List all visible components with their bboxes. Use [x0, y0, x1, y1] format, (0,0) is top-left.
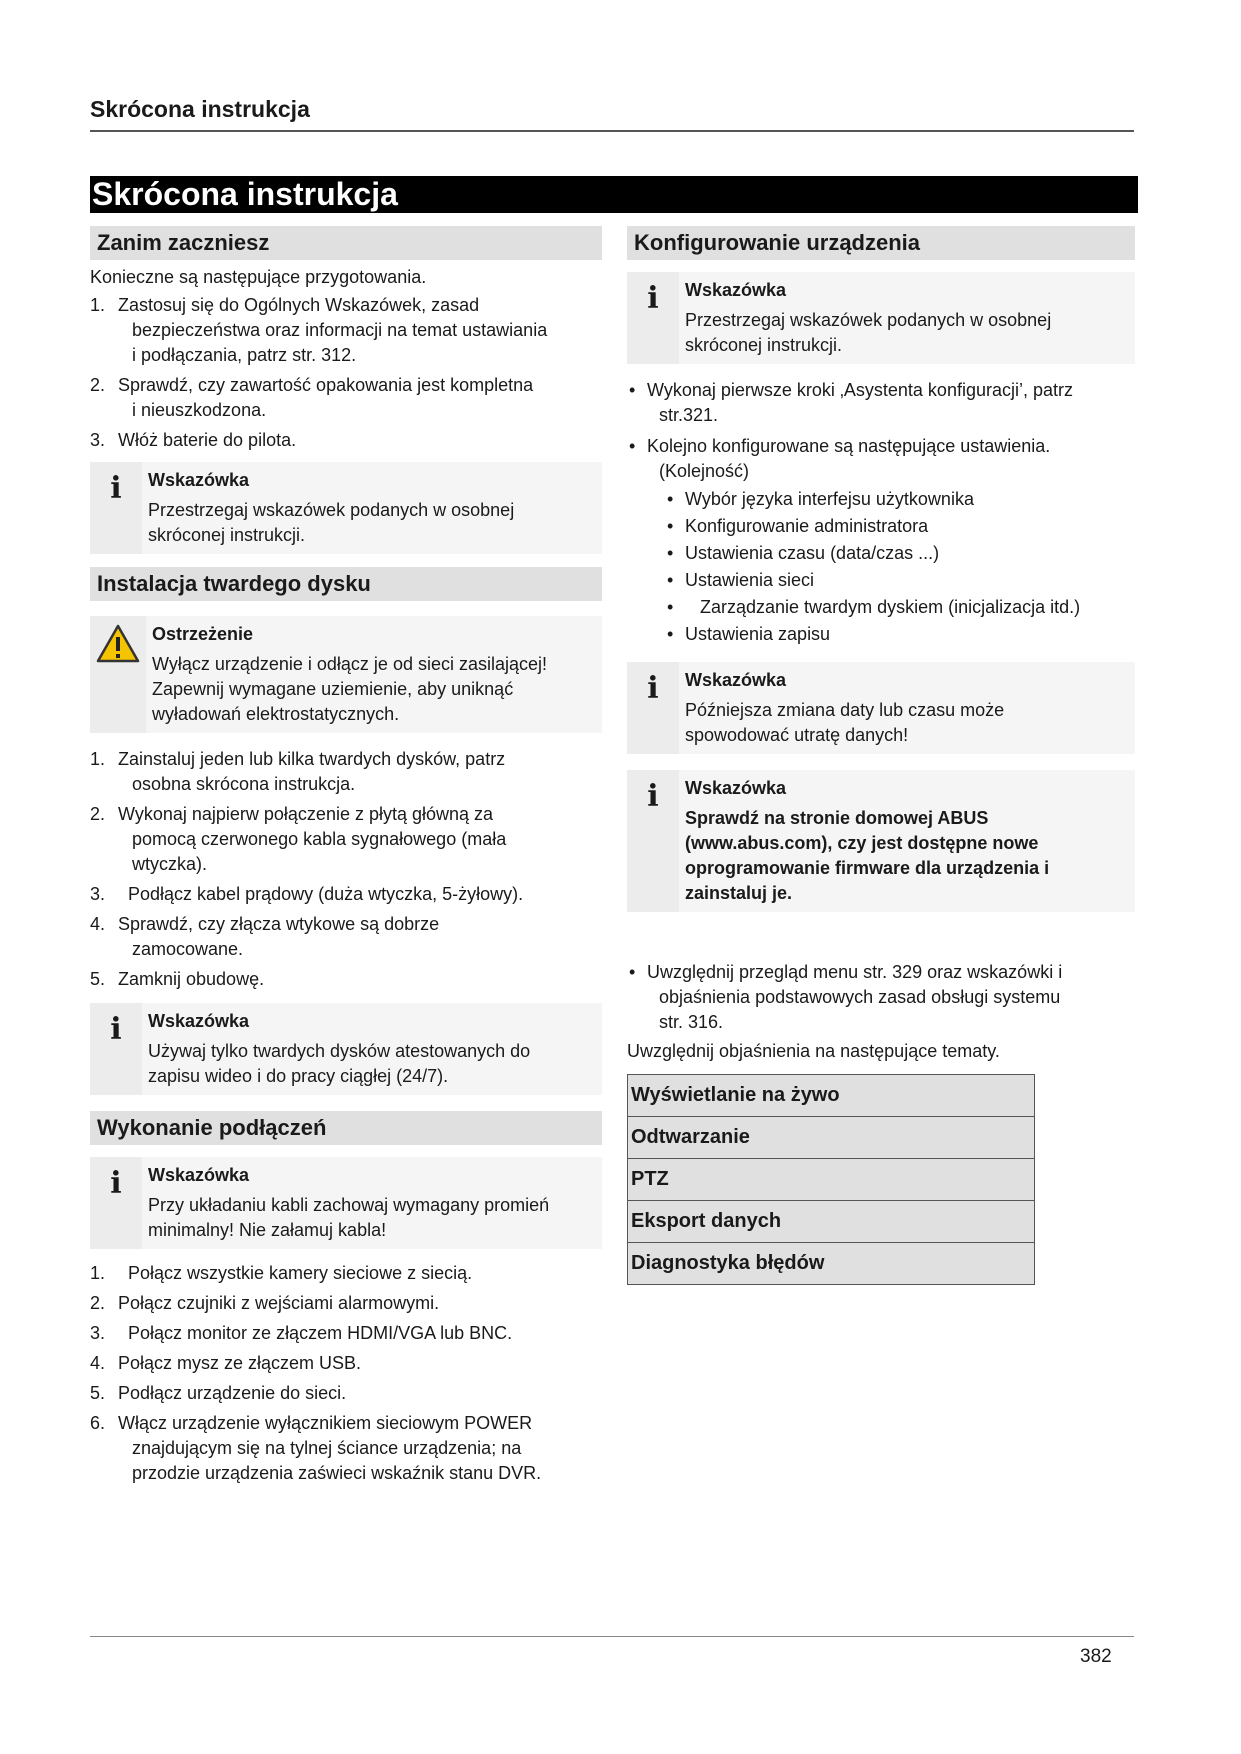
list-item: 1. Zastosuj się do Ogólnych Wskazówek, zasad bezpieczeństwa oraz informacji na temat ustawiania i podłączania, patrz str. 312.: [90, 295, 548, 365]
left-column: [90, 226, 602, 1486]
list-item: • Uwzględnij przegląd menu str. 329 oraz wskazówki i objaśnienia podstawowych zasad obsługi systemu str. 316.: [627, 960, 1135, 1035]
note-text: Przestrzegaj wskazówek podanych w osobnej: [685, 310, 1052, 330]
note-text: Używaj tylko twardych dysków atestowanych do: [148, 1041, 531, 1061]
sub-list-item: • Konfigurowanie administratora: [667, 513, 1135, 540]
note-title: Wskazówka: [685, 280, 787, 300]
page-number: 382: [1080, 1646, 1112, 1667]
section-heading-configuration: Konfigurowanie urządzenia: [627, 226, 1135, 260]
table-row: [628, 1243, 1035, 1285]
sub-list-item: • Wybór języka interfejsu użytkownika: [667, 486, 1135, 513]
topic-cell: PTZ: [628, 1159, 1035, 1201]
note-box: [90, 1157, 602, 1249]
topic-cell: Odtwarzanie: [628, 1117, 1035, 1159]
note-box: [90, 462, 602, 554]
list-item: • Wykonaj pierwsze kroki ‚Asystenta konfiguracji’, patrz str.321.: [627, 378, 1135, 428]
list-item: 3. Podłącz kabel prądowy (duża wtyczka, 5-żyłowy).: [90, 884, 524, 904]
note-title: Wskazówka: [685, 778, 787, 798]
sub-list-item: • Ustawienia sieci: [667, 567, 1135, 594]
info-icon: i: [647, 671, 659, 706]
list-item: 2. Połącz czujniki z wejściami alarmowymi.: [90, 1293, 440, 1313]
list-item: 2. Sprawdź, czy zawartość opakowania jest kompletna i nieuszkodzona.: [90, 375, 534, 420]
note-box: [90, 1003, 602, 1095]
preparation-steps: [90, 293, 602, 453]
table-row: [628, 1159, 1035, 1201]
info-icon: i: [110, 471, 122, 506]
note-box: [627, 770, 1135, 912]
note-box: [627, 662, 1135, 754]
list-item: 5. Podłącz urządzenie do sieci.: [90, 1383, 347, 1403]
note-text: (www.abus.com), czy jest dostępne nowe: [685, 833, 1039, 853]
topics-table: [627, 1074, 1035, 1285]
page-title-bar: [90, 176, 1138, 213]
header-rule: [90, 130, 1134, 132]
warning-text: Zapewnij wymagane uziemienie, aby uniknąć: [152, 679, 514, 699]
list-item: 3. Połącz monitor ze złączem HDMI/VGA lub BNC.: [90, 1323, 513, 1343]
sub-list-item: • Ustawienia zapisu: [667, 621, 1135, 648]
note-title: Wskazówka: [148, 1165, 250, 1185]
note-text: minimalny! Nie załamuj kabla!: [148, 1220, 387, 1240]
section-heading-hdd: Instalacja twardego dysku: [90, 567, 602, 601]
note-title: Wskazówka: [148, 470, 250, 490]
list-item: • Kolejno konfigurowane są następujące ustawienia. (Kolejność) • Wybór języka interfejsu użytkownika • Konfigurowanie administratora • Ustawienia czasu (data/czas ...) • Ustawienia sieci • Zarządzanie twardym dyskiem (inicjalizacja itd.) • Ustawienia zapisu: [627, 434, 1135, 648]
footer-rule: [90, 1636, 1134, 1637]
table-row: [628, 1201, 1035, 1243]
topic-cell: Wyświetlanie na żywo: [628, 1075, 1035, 1117]
page-title: Skrócona instrukcja: [92, 176, 398, 212]
list-item: 5. Zamknij obudowę.: [90, 969, 265, 989]
list-item: 4. Sprawdź, czy złącza wtykowe są dobrze zamocowane.: [90, 914, 440, 959]
intro-text: Konieczne są następujące przygotowania.: [90, 267, 427, 287]
note-title: Wskazówka: [685, 670, 787, 690]
warning-text: Wyłącz urządzenie i odłącz je od sieci zasilającej!: [152, 654, 548, 674]
running-header: Skrócona instrukcja: [90, 96, 310, 122]
note-title: Wskazówka: [148, 1011, 250, 1031]
warning-triangle-icon: [96, 624, 140, 664]
note-text: Sprawdź na stronie domowej ABUS: [685, 808, 989, 828]
menu-overview-bullet: [627, 960, 1135, 1035]
list-item: 2. Wykonaj najpierw połączenie z płytą główną za pomocą czerwonego kabla sygnałowego (mała wtyczka).: [90, 804, 507, 874]
note-text: Późniejsza zmiana daty lub czasu może: [685, 700, 1005, 720]
config-bullets: [627, 378, 1135, 648]
right-column: [627, 226, 1135, 1285]
table-row: [628, 1075, 1035, 1117]
warning-box: [90, 616, 602, 733]
info-icon: i: [647, 779, 659, 814]
note-text: Przestrzegaj wskazówek podanych w osobnej: [148, 500, 515, 520]
settings-sublist: [647, 486, 1135, 648]
table-row: [628, 1117, 1035, 1159]
note-text: skróconej instrukcji.: [148, 525, 306, 545]
sub-list-item: • Zarządzanie twardym dyskiem (inicjalizacja itd.): [667, 594, 1135, 621]
section-heading-connections: Wykonanie podłączeń: [90, 1111, 602, 1145]
warning-title: Ostrzeżenie: [152, 624, 254, 644]
section-heading-before-start: Zanim zaczniesz: [90, 226, 602, 260]
info-icon: i: [110, 1012, 122, 1047]
note-text: zainstaluj je.: [685, 883, 793, 903]
sub-list-item: • Ustawienia czasu (data/czas ...): [667, 540, 1135, 567]
info-icon: i: [110, 1166, 122, 1201]
note-text: zapisu wideo i do pracy ciągłej (24/7).: [148, 1066, 449, 1086]
note-text: oprogramowanie firmware dla urządzenia i: [685, 858, 1050, 878]
topics-intro: Uwzględnij objaśnienia na następujące tematy.: [627, 1041, 1000, 1061]
note-text: skróconej instrukcji.: [685, 335, 843, 355]
note-text: Przy układaniu kabli zachowaj wymagany promień: [148, 1195, 550, 1215]
warning-text: wyładowań elektrostatycznych.: [152, 704, 400, 724]
list-item: 1. Połącz wszystkie kamery sieciowe z siecią.: [90, 1263, 473, 1283]
list-item: 1. Zainstaluj jeden lub kilka twardych dysków, patrz osobna skrócona instrukcja.: [90, 749, 506, 794]
note-text: spowodować utratę danych!: [685, 725, 909, 745]
info-icon: i: [647, 281, 659, 316]
topic-cell: Eksport danych: [628, 1201, 1035, 1243]
hdd-steps: [90, 747, 602, 992]
connection-steps: [90, 1261, 602, 1486]
list-item: 4. Połącz mysz ze złączem USB.: [90, 1353, 362, 1373]
list-item: 6. Włącz urządzenie wyłącznikiem sieciowym POWER znajdującym się na tylnej ściance urządzenia; na przodzie urządzenia zaświeci wskaźnik stanu DVR.: [90, 1413, 542, 1483]
topic-cell: Diagnostyka błędów: [628, 1243, 1035, 1285]
list-item: 3. Włóż baterie do pilota.: [90, 430, 297, 450]
note-box: [627, 272, 1135, 364]
